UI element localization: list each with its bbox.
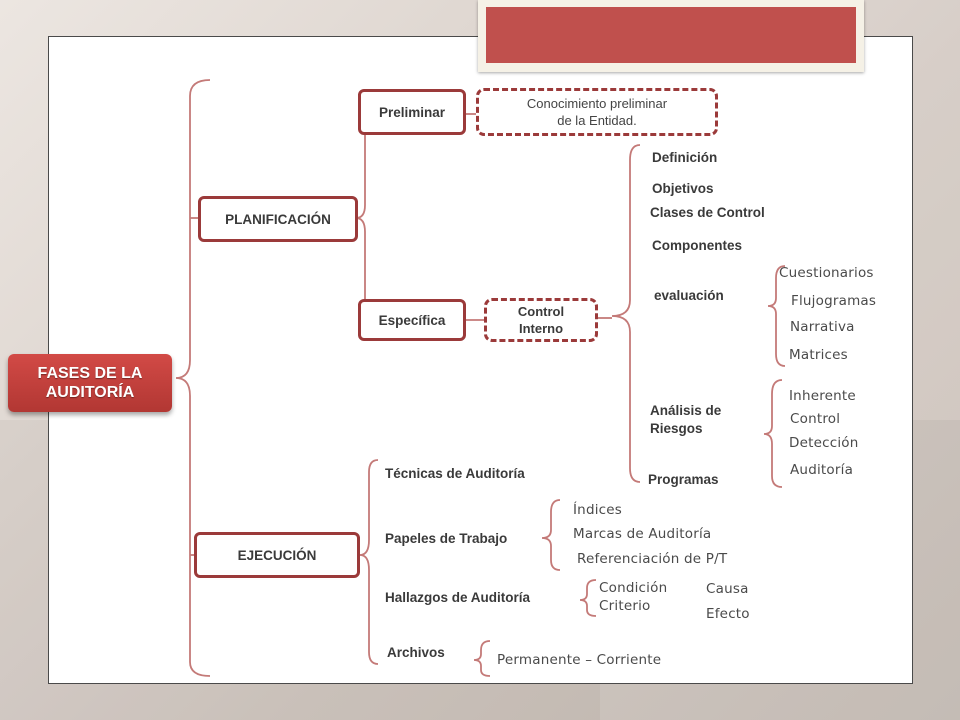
topic-programs: Programas bbox=[648, 472, 719, 487]
root-line2: AUDITORÍA bbox=[45, 384, 135, 401]
risk-item: Auditoría bbox=[790, 462, 854, 478]
working-papers-bracket bbox=[542, 500, 560, 570]
evaluation-item: Narrativa bbox=[790, 319, 855, 335]
findings-item: Criterio bbox=[599, 598, 651, 614]
working-papers-item: Marcas de Auditoría bbox=[573, 526, 712, 542]
preliminary-note[interactable] bbox=[476, 88, 718, 136]
files-bracket bbox=[474, 641, 490, 676]
planning-label: PLANIFICACIÓN bbox=[225, 211, 331, 227]
evaluation-item: Cuestionarios bbox=[779, 265, 874, 281]
execution-label: EJECUCIÓN bbox=[237, 547, 317, 563]
topic-components: Componentes bbox=[652, 238, 743, 253]
evaluation-item: Matrices bbox=[789, 347, 848, 363]
topic-control-classes: Clases de Control bbox=[650, 205, 765, 220]
topic-objectives: Objetivos bbox=[652, 181, 714, 196]
risk-item: Inherente bbox=[789, 388, 856, 404]
internal-control-node[interactable] bbox=[484, 298, 598, 342]
risk-bracket bbox=[764, 380, 782, 487]
execution-node[interactable] bbox=[194, 532, 360, 578]
specific-label: Específica bbox=[378, 312, 446, 328]
execution-bracket bbox=[360, 460, 378, 664]
evaluation-bracket bbox=[768, 266, 785, 366]
findings-item: Causa bbox=[706, 581, 749, 597]
evaluation-item: Flujogramas bbox=[791, 293, 877, 309]
preliminary-node[interactable] bbox=[358, 89, 466, 135]
main-bracket bbox=[176, 80, 210, 676]
risk-analysis-line1: Análisis de bbox=[650, 403, 722, 418]
root-line1: FASES DE LA bbox=[37, 365, 143, 382]
working-papers-item: Referenciación de P/T bbox=[577, 551, 728, 567]
findings-item: Efecto bbox=[706, 606, 750, 622]
root-node[interactable] bbox=[8, 354, 172, 412]
risk-item: Detección bbox=[789, 435, 859, 451]
topic-definition: Definición bbox=[652, 150, 718, 165]
files-item: Permanente – Corriente bbox=[497, 652, 662, 668]
risk-item: Control bbox=[790, 411, 841, 427]
preliminary-note-line1: Conocimiento preliminar bbox=[526, 96, 668, 111]
findings-bracket bbox=[580, 580, 596, 616]
execution-audit-techniques: Técnicas de Auditoría bbox=[385, 466, 525, 481]
risk-analysis-line2: Riesgos bbox=[650, 421, 703, 436]
planning-node[interactable] bbox=[198, 196, 358, 242]
internal-control-line1: Control bbox=[517, 304, 565, 319]
preliminary-note-line2: de la Entidad. bbox=[557, 113, 637, 128]
topic-evaluation: evaluación bbox=[654, 288, 724, 303]
internal-control-bracket bbox=[612, 145, 640, 482]
working-papers-item: Índices bbox=[573, 502, 623, 518]
execution-files: Archivos bbox=[387, 645, 445, 660]
topic-risk-analysis bbox=[650, 402, 721, 438]
findings-item: Condición bbox=[599, 580, 668, 596]
execution-audit-findings: Hallazgos de Auditoría bbox=[385, 590, 531, 605]
internal-control-line2: Interno bbox=[518, 321, 564, 336]
preliminary-label: Preliminar bbox=[378, 104, 446, 120]
specific-node[interactable] bbox=[358, 299, 466, 341]
execution-working-papers: Papeles de Trabajo bbox=[385, 531, 508, 546]
